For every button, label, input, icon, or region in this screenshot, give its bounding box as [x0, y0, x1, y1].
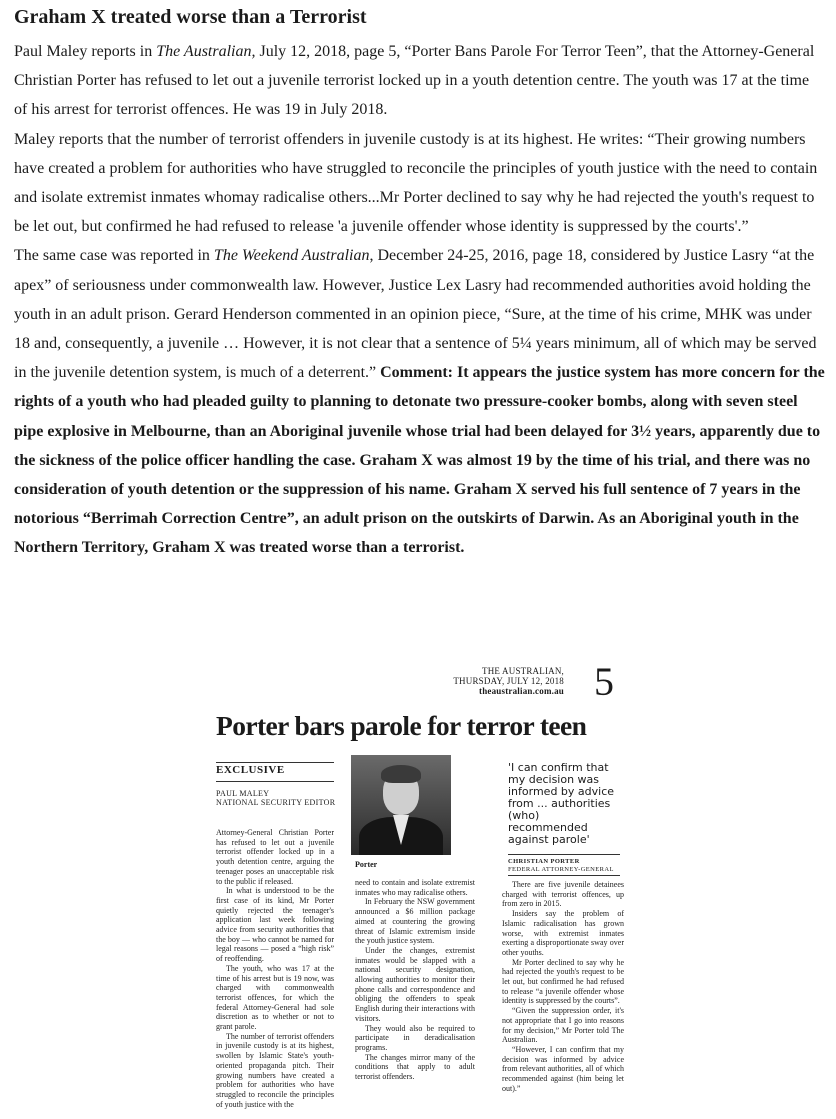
paragraph-1 — [14, 37, 826, 125]
clipping-column-2 — [355, 878, 475, 1082]
paragraph-3-intro: The same case was reported in — [14, 247, 214, 265]
pull-quote: 'I can confirm that my decision was informed by advice from ... authorities (who) recommended against parole' — [508, 761, 615, 846]
rule-exclusive — [216, 781, 334, 782]
porter-photo — [351, 755, 451, 855]
rule-quote-bottom — [508, 875, 620, 876]
paragraph-1-intro: Paul Maley reports in — [14, 43, 157, 60]
paragraph-2: Maley reports that the number of terrorist offenders in juvenile custody is at its highest. He writes: “Their growing numbers have created a problem for authorities who have struggled to reconcile the principles of youth justice with the need to contain and isolate extremist inmates whomay radicalise others...Mr Porter declined to say why he had rejected the youth's request to be let out, but confirmed he had refused to release 'a juvenile offender whose identity is suppressed by the courts'.” — [14, 130, 818, 236]
column-paragraph: Insiders say the problem of Islamic radicalisation has grown worse, with extremist inmates exerting a disproportionate sway over other youths. — [502, 909, 624, 957]
clipping-column-1 — [216, 828, 334, 1109]
column-paragraph: Attorney-General Christian Porter has refused to let out a juvenile terrorist offender locked up in a youth detention centre, arguing the teenager poses an unacceptable risk to the public if released. — [216, 828, 334, 886]
rule-top — [216, 762, 334, 763]
column-paragraph: The youth, who was 17 at the time of his arrest but is 19 now, was charged with commonwealth terrorist offences, for which the federal Attorney-General had sole discretion as to whether or not to grant parole. — [216, 963, 334, 1032]
paragraph-1-rest: July 12, 2018, page 5, “Porter Bans Parole For Terror Teen”, that the Attorney-General Christian Porter has refused to let out a juvenile terrorist locked up in a youth detention centre. The youth was 17 at the time of his arrest for terrorist offences. He was 19 in July 2018. — [14, 43, 815, 119]
newspaper-clipping — [210, 658, 626, 1119]
column-paragraph: In what is understood to be the first case of its kind, Mr Porter quietly rejected the teenager's application last week following advice from security authorities that the boy — who cannot be named for legal reasons — posed a “high risk” of reoffending. — [216, 886, 334, 964]
column-paragraph: The number of terrorist offenders in juvenile custody is at its highest, swollen by Islamic State's youth-oriented propaganda pitch. Their growing numbers have created a problem for authorities who have struggled to reconcile the principles of youth justice with the — [216, 1031, 334, 1109]
publication-name: The Australian, — [156, 43, 256, 60]
column-paragraph: The changes mirror many of the conditions that apply to adult terrorist offenders. — [355, 1052, 475, 1082]
masthead — [453, 666, 564, 696]
column-paragraph: “However, I can confirm that my decision was informed by advice from relevant authorities, all of which recommended against (him being let out).” — [502, 1044, 624, 1093]
quote-name: CHRISTIAN PORTER — [508, 858, 580, 865]
masthead-date: THURSDAY, JULY 12, 2018 — [453, 676, 564, 686]
rule-quote — [508, 854, 620, 855]
byline-name: PAUL MALEY — [216, 789, 270, 798]
exclusive-label: EXCLUSIVE — [216, 764, 285, 776]
article-body — [14, 37, 826, 563]
column-paragraph: Under the changes, extremist inmates would be slapped with a national security designation, allowing authorities to monitor their phone calls and correspondence and obliging the offenders to speak English during their interactions with visitors. — [355, 945, 475, 1023]
byline — [216, 789, 335, 807]
clipping-headline: Porter bars parole for terror teen — [216, 710, 587, 741]
paragraph-3-rest: , December 24-25, 2016, page 18, considered by Justice Lasry “at the apex” of seriousness under commonwealth law. However, Justice Lex Lasry had recommended authorities avoid holding the youth in an adult prison. Gerard Henderson commented in an opinion piece, “Sure, at the time of his crime, MHK was under 18 and, consequently, a juvenile … However, it is not clear that a sentence of 5¼ years minimum, all of which may be served in the juvenile detention system, is much of a deterrent.” — [14, 247, 817, 382]
column-paragraph: In February the NSW government announced a $6 million package aimed at countering the growing threat of Islamic extremism inside the youth justice system. — [355, 897, 475, 946]
masthead-paper: THE AUSTRALIAN, — [482, 666, 564, 676]
page-number: 5 — [594, 659, 614, 704]
column-paragraph: Mr Porter declined to say why he had rejected the youth's request to be let out, but confirmed he had refused to release “a juvenile offender whose identity is suppressed by the courts”. — [502, 957, 624, 1006]
column-paragraph: “Given the suppression order, it's not appropriate that I go into reasons for my decision,” Mr Porter told The Australian. — [502, 1006, 624, 1045]
photo-caption: Porter — [355, 860, 378, 869]
quote-role: FEDERAL ATTORNEY-GENERAL — [508, 865, 614, 873]
column-paragraph: They would also be required to participate in deradicalisation programs. — [355, 1023, 475, 1052]
quote-attribution — [508, 858, 614, 873]
column-paragraph: need to contain and isolate extremist inmates who may radicalise others. — [355, 878, 475, 897]
masthead-site: theaustralian.com.au — [479, 686, 564, 696]
comment-text: Comment: It appears the justice system has more concern for the rights of a youth who had pleaded guilty to planning to detonate two pressure-cooker bombs, along with seven steel pipe explosive in Melbourne, than an Aboriginal juvenile whose trial had been delayed for 3½ years, apparently due to the sickness of the police officer handling the case. Graham X was almost 19 by the time of his trial, and there was no consideration of youth detention or the suppression of his name. Graham X served his full sentence of 7 years in the notorious “Berrimah Correction Centre”, an adult prison on the outskirts of Darwin. As an Aboriginal youth in the Northern Territory, Graham X was treated worse than a terrorist. — [14, 364, 825, 557]
column-paragraph: There are five juvenile detainees charged with terrorist offences, up from zero in 2015. — [502, 880, 624, 909]
page-title: Graham X treated worse than a Terrorist — [14, 6, 367, 28]
publication-name-weekend: The Weekend Australian — [213, 247, 370, 265]
byline-role: NATIONAL SECURITY EDITOR — [216, 798, 336, 807]
paragraph-3 — [14, 241, 826, 562]
clipping-column-3 — [502, 880, 624, 1093]
